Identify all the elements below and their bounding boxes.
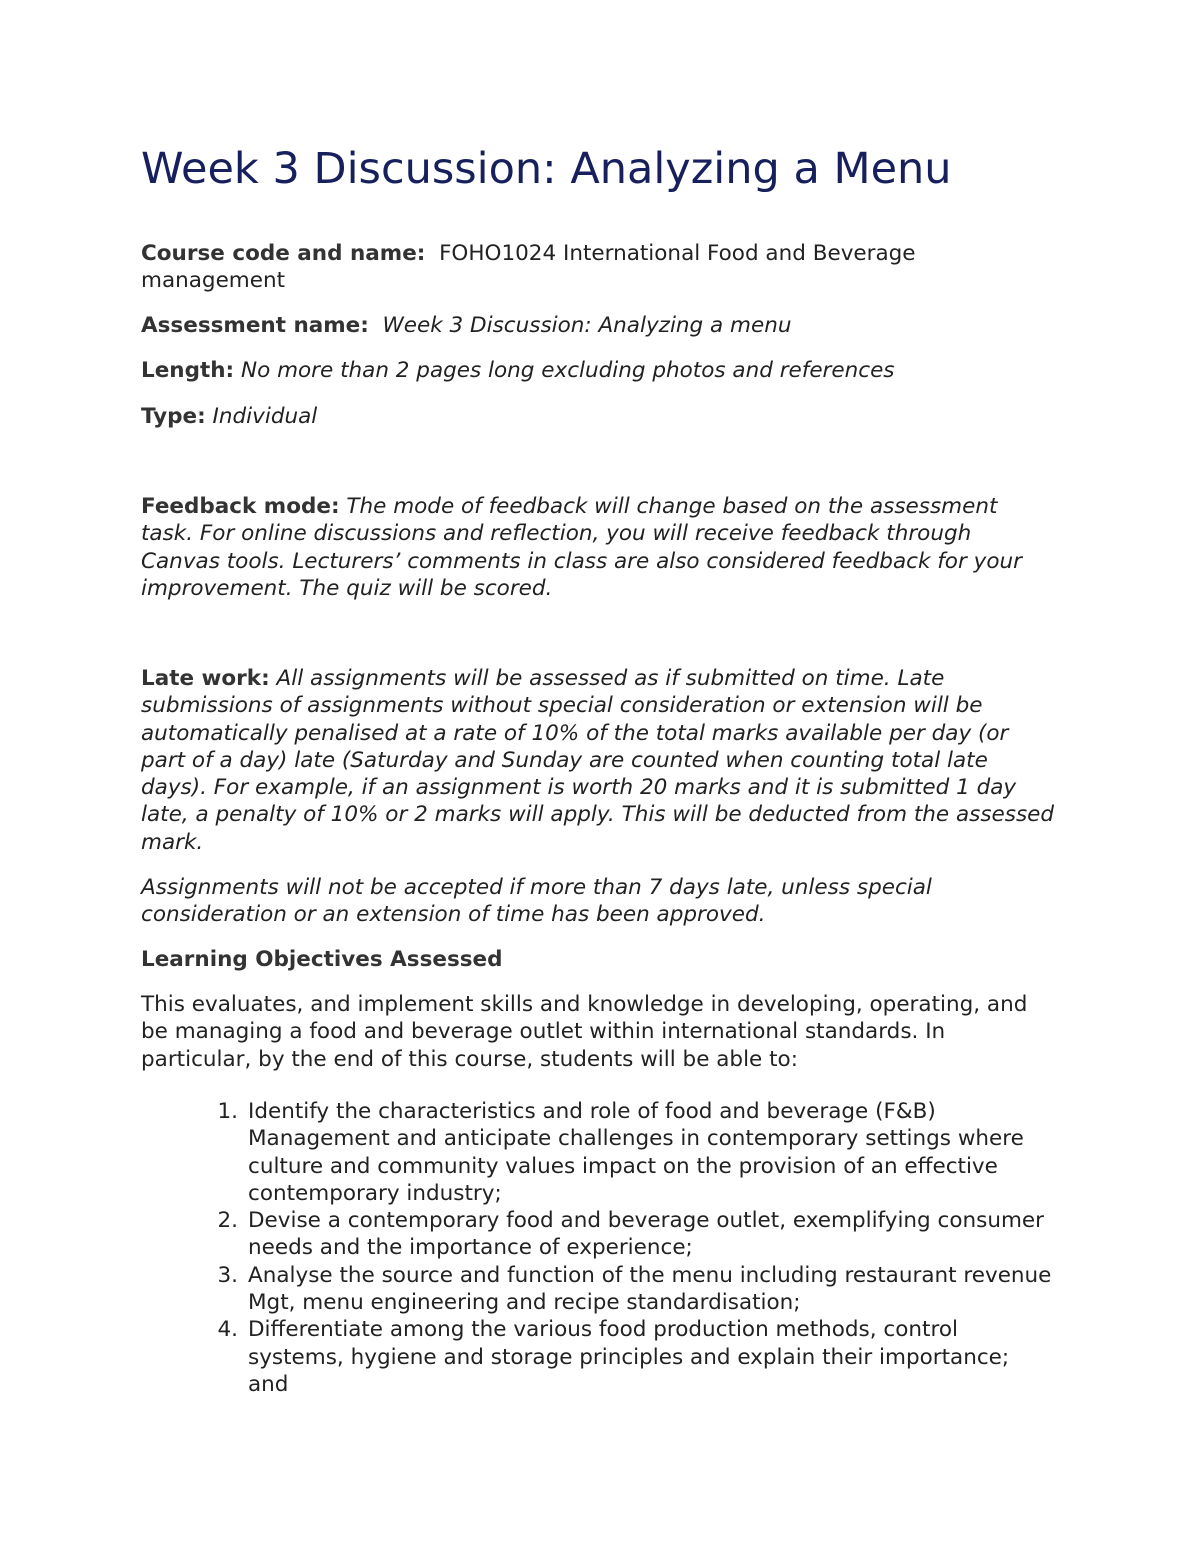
length-field (141, 357, 1056, 384)
late-work-value: All assignments will be assessed as if submitted on time. Late submissions of assignments without special consideration or extension will be automatically penalised at a rate of 10% of the total marks available per day (or part of a day) late (Saturday and Sunday are counted when counting total late days). For example, if an assignment is worth 20 marks and it is submitted 1 day late, a penalty of 10% or 2 marks will apply. This will be deducted from the assessed mark. (141, 666, 1055, 855)
late-work-label: Late work: (141, 666, 270, 691)
objectives-intro: This evaluates, and implement skills and knowledge in developing, operating, and be managing a food and beverage outlet within international standards. In particular, by the end of this course, students will be able to: (141, 992, 1028, 1072)
length-label: Length: (141, 358, 235, 383)
type-field (141, 403, 1056, 430)
objectives-heading: Learning Objectives Assessed (141, 947, 503, 972)
objectives-list (141, 1098, 1056, 1398)
assessment-field (141, 312, 1056, 339)
feedback-label: Feedback mode: (141, 494, 340, 519)
type-value: Individual (212, 404, 318, 429)
feedback-field (141, 493, 1056, 602)
assessment-value: Week 3 Discussion: Analyzing a menu (382, 313, 792, 338)
late-work-field (141, 665, 1056, 856)
course-value: FOHO1024 International Food and Beverage management (141, 241, 916, 294)
length-value: No more than 2 pages long excluding photos and references (241, 358, 895, 383)
feedback-value: The mode of feedback will change based on the assessment task. For online discussions and reflection, you will receive feedback through Canvas tools. Lecturers’ comments in class are also considered feedback for your improvement. The quiz will be scored. (141, 494, 1022, 601)
objective-item: Analyse the source and function of the menu including restaurant revenue Mgt, menu engineering and recipe standardisation; (248, 1262, 1052, 1316)
late-note: Assignments will not be accepted if more than 7 days late, unless special consideration or an extension of time has been approved. (141, 875, 932, 928)
objective-item: Differentiate among the various food production methods, control systems, hygiene and storage principles and explain their importance; and (248, 1317, 1010, 1397)
course-field (141, 240, 1056, 295)
assessment-label: Assessment name: (141, 313, 369, 338)
objective-item: Identify the characteristics and role of food and beverage (F&B) Management and anticipate challenges in contemporary settings where culture and community values impact on the provision of an effective contemporary industry; (248, 1099, 1024, 1206)
objective-item: Devise a contemporary food and beverage outlet, exemplifying consumer needs and the importance of experience; (248, 1208, 1044, 1261)
course-label: Course code and name: (141, 241, 426, 266)
type-label: Type: (141, 404, 206, 429)
document-title: Week 3 Discussion: Analyzing a Menu (141, 144, 952, 194)
